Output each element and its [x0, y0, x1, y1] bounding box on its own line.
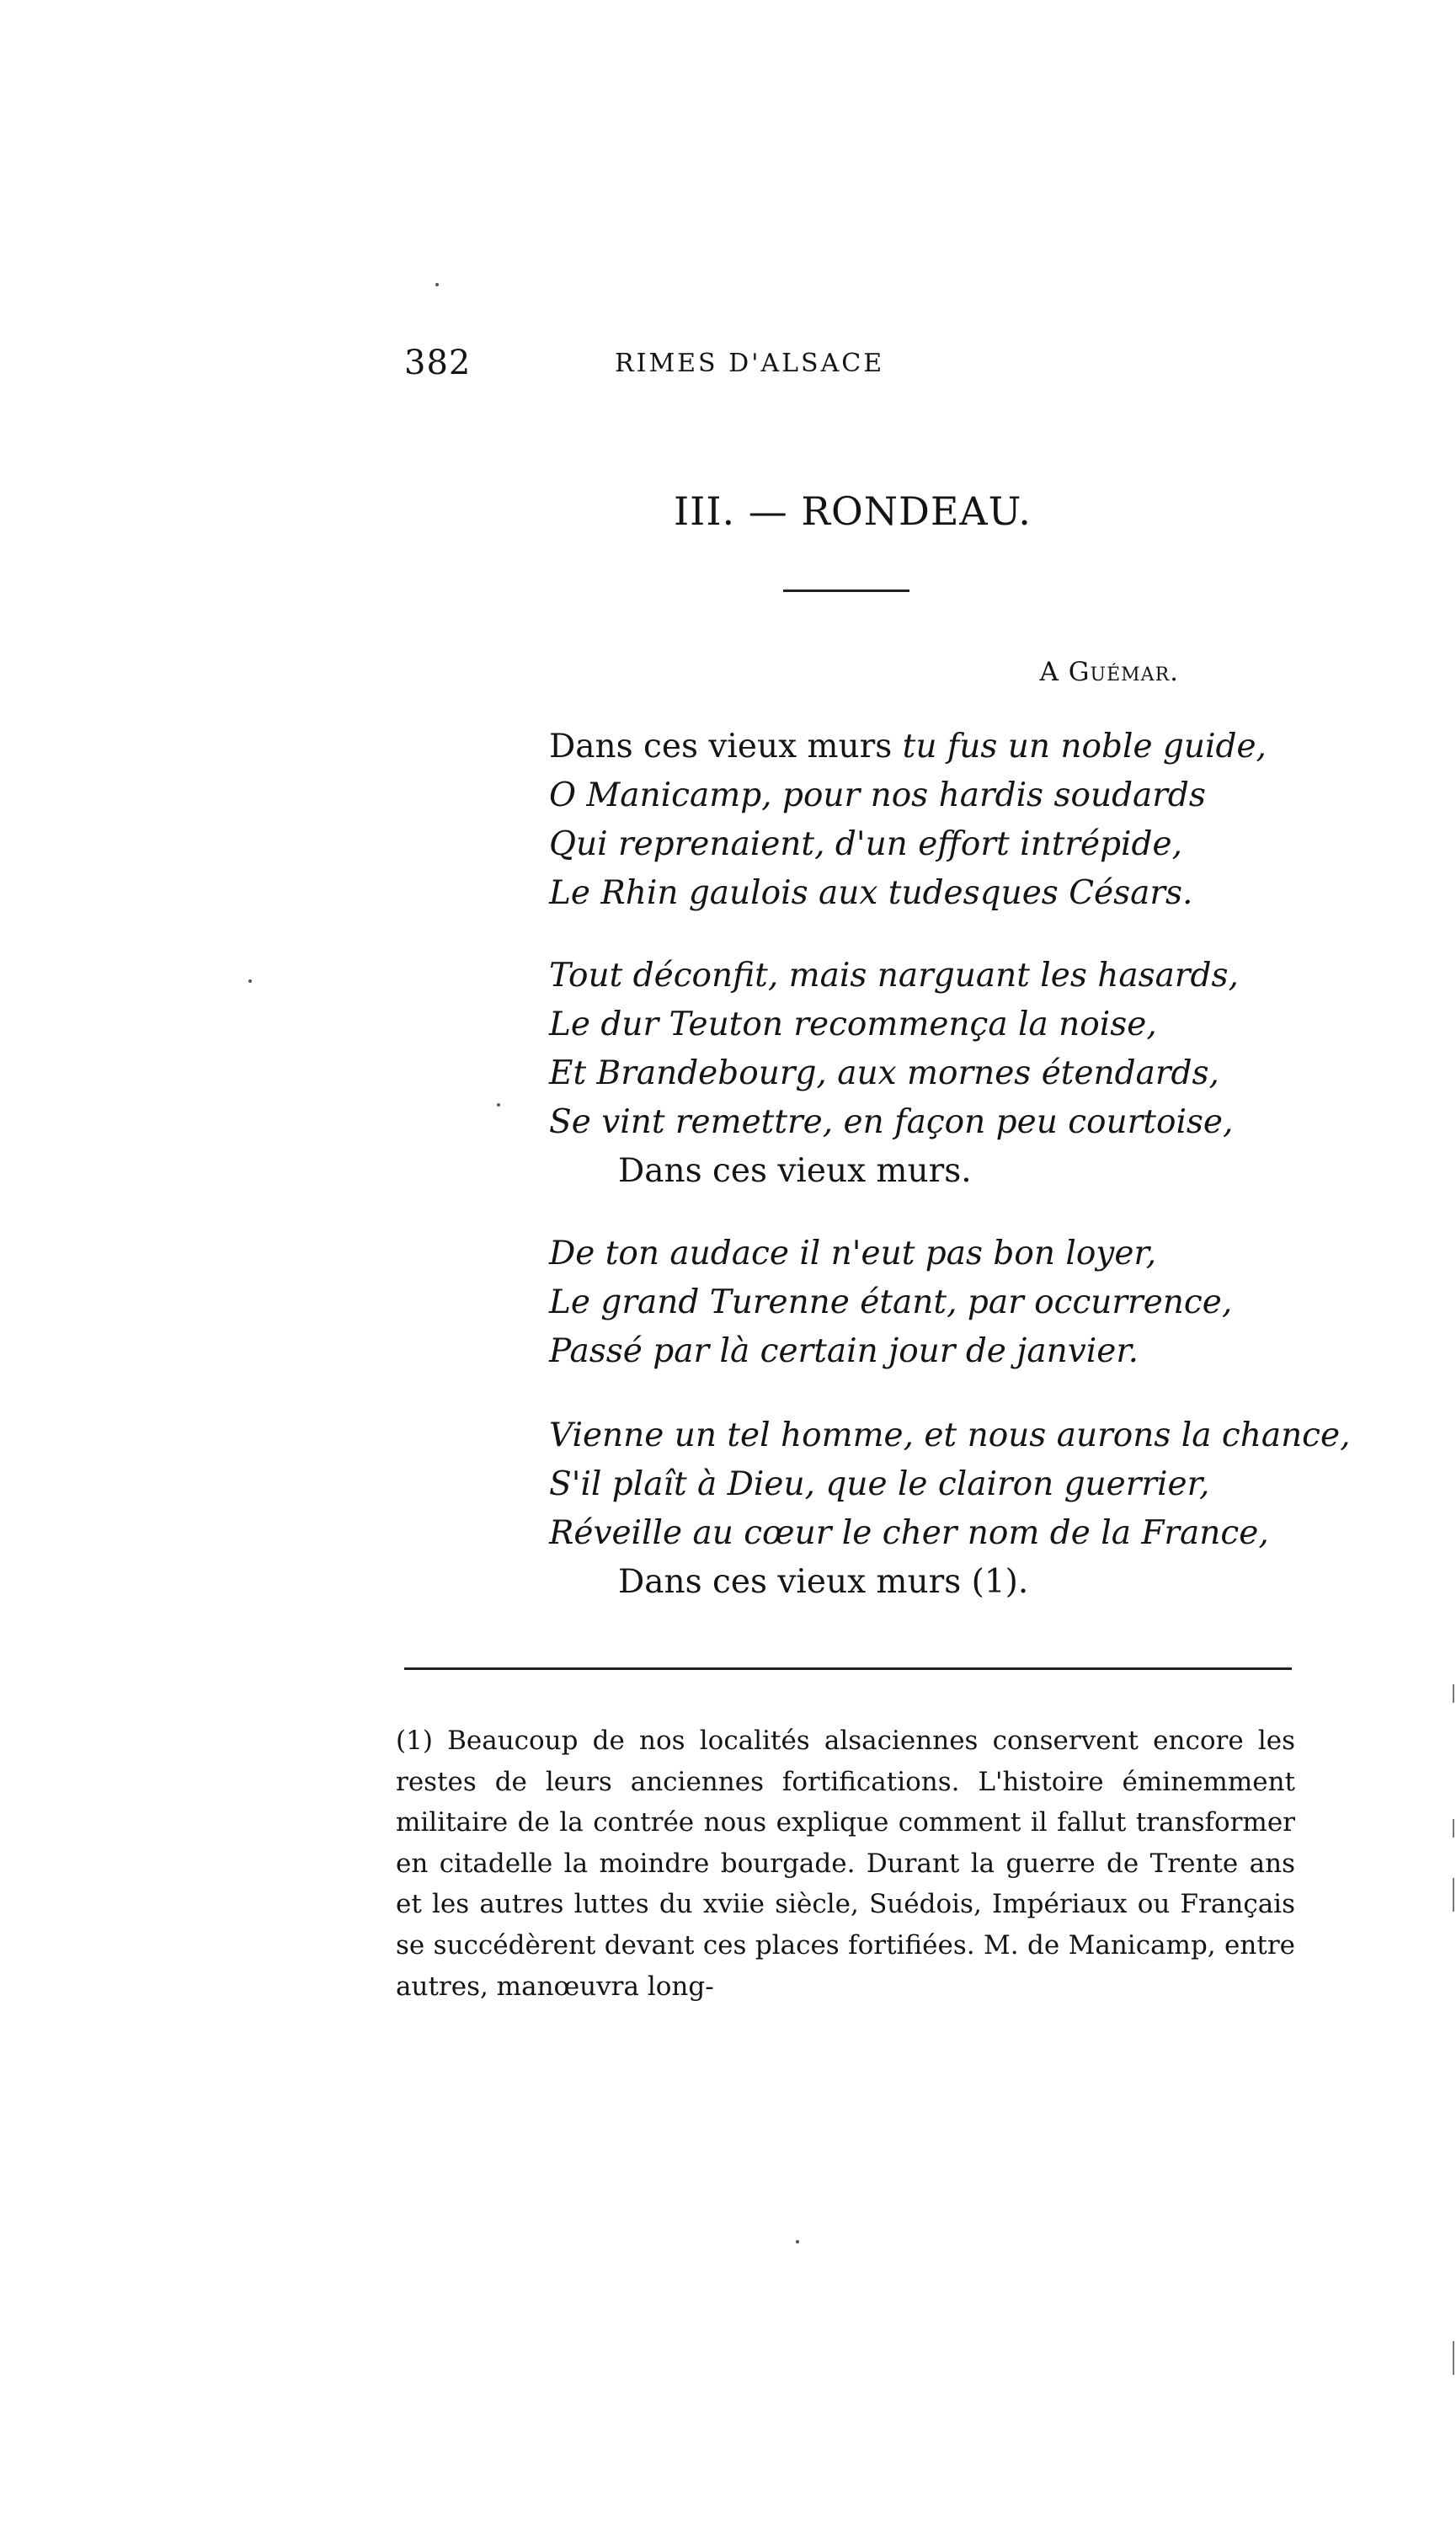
poem-title: III. — RONDEAU. [674, 488, 1032, 534]
verse-line: Réveille au cœur le cher nom de la France, [549, 1514, 1269, 1552]
page-number: 382 [404, 344, 472, 382]
dedication: A Guémar. [1039, 657, 1179, 687]
verse-line [549, 723, 1267, 771]
verse-line: Et Brandebourg, aux mornes étendards, [549, 1054, 1219, 1092]
verse-line-italic: tu fus un noble guide, [902, 728, 1267, 766]
stanza-3 [549, 1230, 1232, 1376]
verse-line: Passé par là certain jour de janvier. [549, 1332, 1139, 1370]
stanza-2 [549, 952, 1239, 1196]
verse-line: O Manicamp, pour nos hardis soudards [549, 776, 1206, 814]
verse-line: Vienne un tel homme, et nous aurons la chance, [549, 1416, 1351, 1454]
scan-speck [497, 1103, 500, 1107]
verse-line: Tout déconfit, mais narguant les hasards, [549, 957, 1239, 995]
footnote-rule [404, 1667, 1292, 1670]
scan-tick [1453, 1684, 1454, 1703]
scan-speck [435, 283, 439, 286]
scan-speck [248, 979, 252, 983]
title-rule [783, 589, 909, 592]
verse-line: Qui reprenaient, d'un effort intrépide, [549, 825, 1182, 863]
scan-tick [1453, 1878, 1454, 1912]
verse-line: Le grand Turenne étant, par occurrence, [549, 1283, 1233, 1321]
verse-line: Le Rhin gaulois aux tudesques Césars. [549, 874, 1193, 912]
scan-speck [796, 2240, 799, 2243]
refrain-line: Dans ces vieux murs (1). [618, 1563, 1029, 1601]
verse-line: Se vint remettre, en façon peu courtoise, [549, 1103, 1234, 1141]
refrain-line: Dans ces vieux murs. [618, 1152, 972, 1190]
verse-line: S'il plaît à Dieu, que le clairon guerrier, [549, 1465, 1210, 1503]
running-head: RIMES D'ALSACE [615, 349, 885, 378]
stanza-1 [549, 723, 1267, 918]
verse-line-roman: Dans ces vieux murs [549, 728, 903, 766]
footnote: (1) Beaucoup de nos localités alsaciennes conservent encore les restes de leurs anciennes fortifications. L'histoire éminemment militaire de la contrée nous explique comment il fallut transformer en citadelle la moindre bourgade. Durant la guerre de Trente ans et les autres luttes du xviie siècle, Suédois, Impériaux ou Français se succédèrent devant ces places fortifiées. M. de Manicamp, entre autres, manœuvra long- [396, 1726, 1295, 2002]
stanza-4 [549, 1411, 1351, 1607]
verse-line: De ton audace il n'eut pas bon loyer, [549, 1235, 1157, 1272]
scan-tick [1453, 2341, 1454, 2375]
scan-tick [1453, 1819, 1454, 1838]
verse-line: Le dur Teuton recommença la noise, [549, 1006, 1157, 1043]
